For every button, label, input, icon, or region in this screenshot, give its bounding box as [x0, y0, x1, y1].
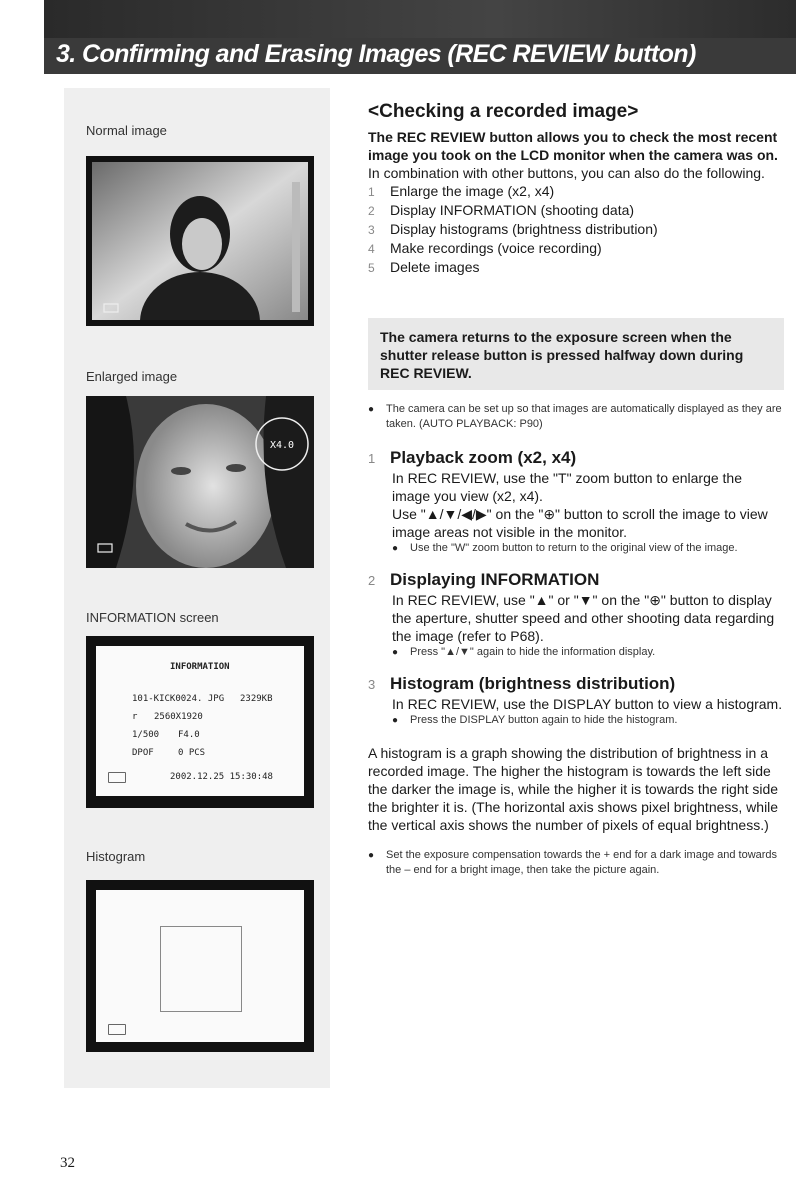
histogram-graph-box [160, 926, 242, 1012]
auto-playback-note: ● The camera can be set up so that images are automatically displayed as they are taken. (AUTO PLAYBACK: P90) [368, 402, 784, 432]
info-resolution: 2560X1920 [154, 712, 203, 722]
info-title: INFORMATION [170, 662, 230, 672]
histogram-caption: Histogram [86, 849, 146, 864]
info-datetime: 2002.12.25 15:30:48 [170, 772, 273, 782]
page-number: 32 [60, 1155, 75, 1171]
normal-portrait-photo [92, 162, 308, 320]
normal-image-caption: Normal image [86, 123, 167, 138]
page-heading: <Checking a recorded image> [368, 101, 639, 122]
info-screen [86, 636, 314, 808]
info-file: 101-KICK0024. JPG [132, 694, 225, 704]
list-item: 4 Make recordings (voice recording) [368, 240, 602, 256]
banner-strip [44, 0, 796, 38]
enlarged-portrait-photo [86, 396, 314, 568]
histogram-explanation: A histogram is a graph showing the distribution of brightness in a recorded image. The higher the histogram is towards the left side the darker the image is, while the higher it is towards the right side the brighter it is. (The horizontal axis shows pixel brightness, while the vertical axis shows the number of pixels of equal brightness.) [368, 745, 779, 833]
enlarged-image-screen [86, 396, 314, 568]
info-screen-caption: INFORMATION screen [86, 610, 219, 625]
battery-icon [108, 772, 126, 783]
intro-block [368, 128, 784, 277]
normal-image-screen [86, 156, 314, 326]
histogram-note: ● Press the DISPLAY button again to hide the histogram. [392, 713, 784, 728]
list-item: 3 Display histograms (brightness distribution) [368, 221, 658, 237]
section-title: 3. Confirming and Erasing Images (REC REVIEW button) [56, 40, 696, 68]
section-histogram-body: In REC REVIEW, use the DISPLAY button to view a histogram. ● Press the DISPLAY button again to hide the histogram. [368, 695, 784, 728]
section-information-title: 2 Displaying INFORMATION [368, 570, 600, 589]
info-res-icon: r [132, 712, 138, 722]
intro-text: In combination with other buttons, you can also do the following. [368, 165, 765, 181]
info-shutter: 1/500 [132, 730, 160, 740]
histogram-screen [86, 880, 314, 1052]
info-size: 2329KB [240, 694, 273, 704]
section-playback-zoom-body: In REC REVIEW, use the "T" zoom button to enlarge the image you view (x2, x4). Use "▲/▼/◀/▶" on the "⊕" button to scroll the image to view image areas not visible in the monitor. ● Use the "W" zoom button to return to the original view of the image. [368, 469, 784, 556]
zoom-note: ● Use the "W" zoom button to return to the original view of the image. [392, 541, 784, 556]
info-aperture: F4.0 [178, 730, 200, 740]
callout-text: The camera returns to the exposure screen when the shutter release button is pressed halfway down during REC REVIEW. [380, 329, 744, 381]
exposure-compensation-note: ● Set the exposure compensation towards the + end for a dark image and towards the – end for a bright image, then take the picture again. [368, 848, 784, 878]
battery-icon [108, 1024, 126, 1035]
info-dpof-label: DPOF [132, 748, 154, 758]
list-item: 1 Enlarge the image (x2, x4) [368, 183, 555, 199]
section-information-body: In REC REVIEW, use "▲" or "▼" on the "⊕" button to display the aperture, shutter speed and other shooting data regarding the image (refer to P68). ● Press "▲/▼" again to hide the information display. [368, 591, 784, 660]
zoom-badge: X4.0 [270, 440, 295, 451]
list-item: 2 Display INFORMATION (shooting data) [368, 202, 635, 218]
shutter-callout [368, 318, 784, 390]
histogram-panel [96, 890, 304, 1042]
notes-block [368, 402, 784, 878]
information-note: ● Press "▲/▼" again to hide the information display. [392, 645, 784, 660]
section-histogram-title: 3 Histogram (brightness distribution) [368, 674, 676, 693]
info-panel [96, 646, 304, 796]
intro-bold-text: The REC REVIEW button allows you to check the most recent image you took on the LCD monitor when the camera was on. [368, 129, 778, 163]
section-banner [44, 0, 796, 74]
info-dpof-value: 0 PCS [178, 748, 206, 758]
list-item: 5 Delete images [368, 259, 480, 275]
section-playback-zoom-title: 1 Playback zoom (x2, x4) [368, 448, 577, 467]
enlarged-image-caption: Enlarged image [86, 369, 178, 384]
